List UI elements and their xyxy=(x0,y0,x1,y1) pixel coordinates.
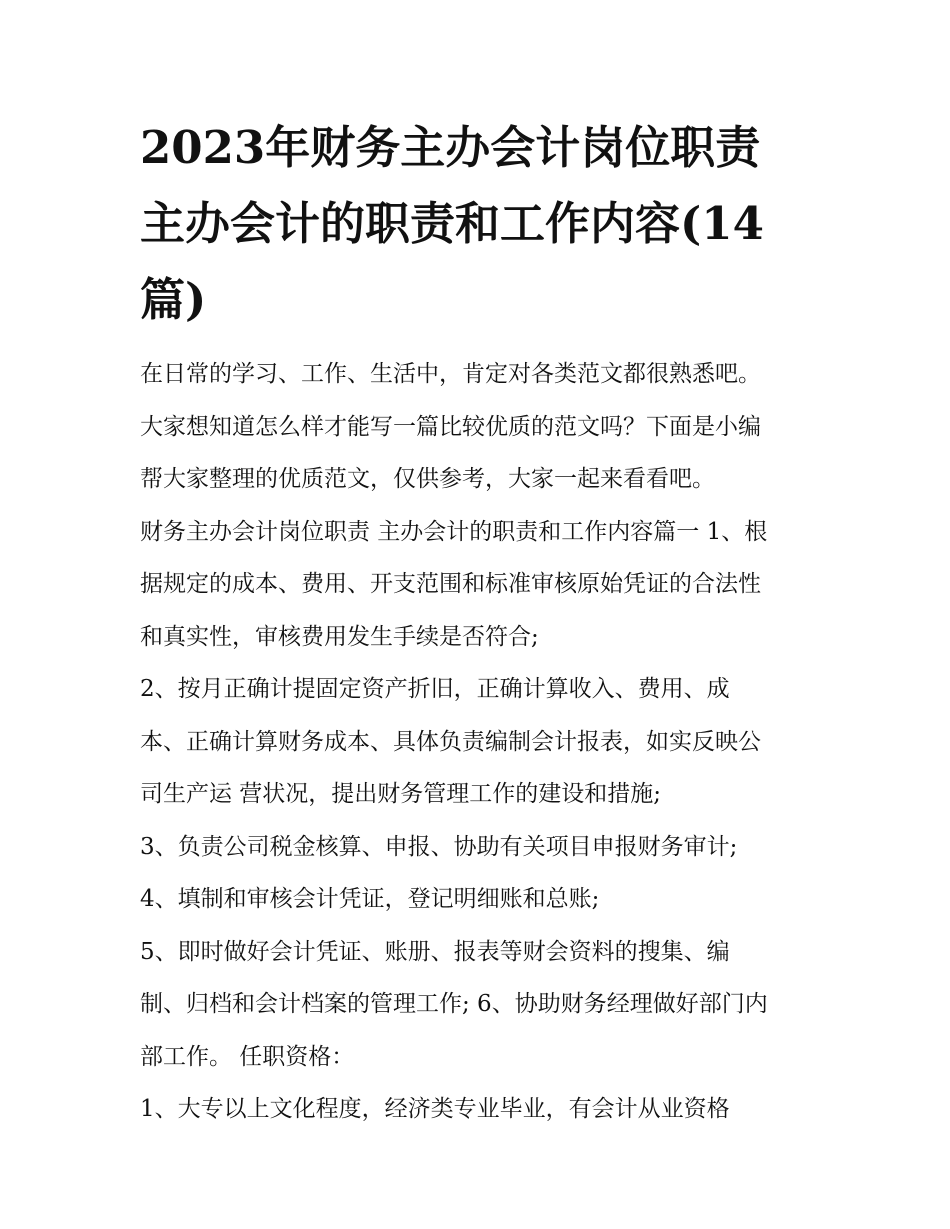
document-title xyxy=(140,110,820,338)
body-line: 和真实性，审核费用发生手续是否符合; xyxy=(140,623,539,650)
body-line: 财务主办会计岗位职责 主办会计的职责和工作内容篇一 1、根 xyxy=(140,518,768,545)
body-line: 司生产运 营状况，提出财务管理工作的建设和措施; xyxy=(140,781,662,807)
body-line: 据规定的成本、费用、开支范围和标准审核原始凭证的合法性 xyxy=(140,571,761,597)
body-line: 帮大家整理的优质范文，仅供参考，大家一起来看看吧。 xyxy=(140,466,715,492)
document-body xyxy=(140,348,820,1136)
document-page xyxy=(140,110,820,1136)
body-line: 在日常的学习、工作、生活中，肯定对各类范文都很熟悉吧。 xyxy=(140,361,761,387)
body-line: 本、正确计算财务成本、具体负责编制会计报表，如实反映公 xyxy=(140,728,761,755)
body-line: 2、按月正确计提固定资产折旧，正确计算收入、费用、成 xyxy=(140,676,730,702)
title-line: 主办会计的职责和工作内容(14 xyxy=(140,197,764,250)
body-line: 3、负责公司税金核算、申报、协助有关项目申报财务审计; xyxy=(140,833,738,860)
title-line: 篇) xyxy=(140,273,207,326)
body-line: 部工作。 任职资格： xyxy=(140,1043,355,1070)
body-line: 1、大专以上文化程度，经济类专业毕业，有会计从业资格 xyxy=(140,1096,730,1122)
body-line: 制、归档和会计档案的管理工作; 6、协助财务经理做好部门内 xyxy=(140,991,768,1017)
body-line: 大家想知道怎么样才能写一篇比较优质的范文吗？下面是小编 xyxy=(140,413,761,440)
title-line: 2023年财务主办会计岗位职责 xyxy=(140,121,761,174)
body-line: 5、即时做好会计凭证、账册、报表等财会资料的搜集、编 xyxy=(140,938,730,965)
body-line: 4、填制和审核会计凭证，登记明细账和总账; xyxy=(140,886,600,912)
